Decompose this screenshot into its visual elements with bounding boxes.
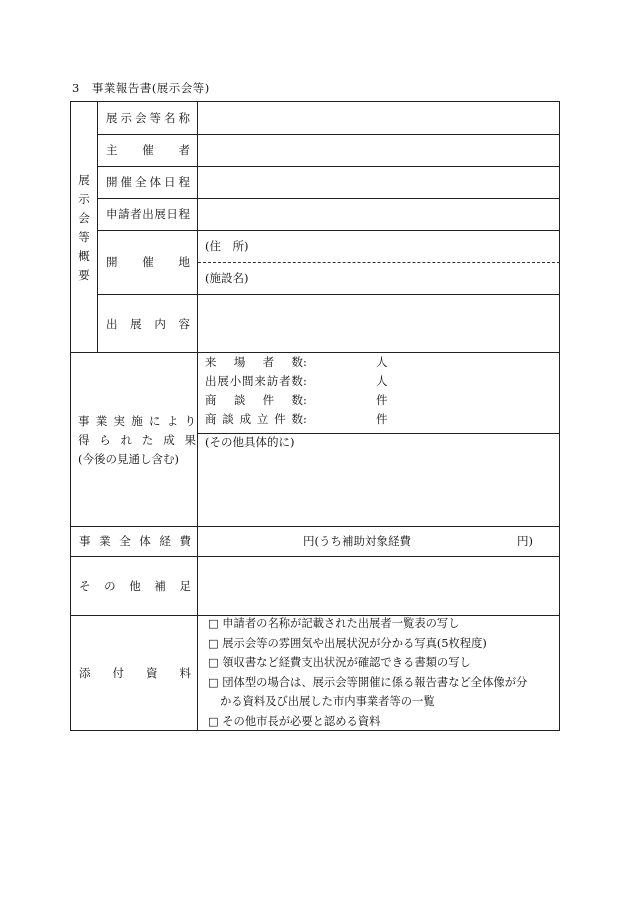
attachment-item: かる資料及び出展した市内事業者等の一覧	[220, 695, 435, 708]
attachment-item: □ 申請者の名称が記載された出展者一覧表の写し	[208, 617, 460, 630]
label-total-expense: 事 業 全 体 経 費	[79, 534, 191, 548]
divider	[97, 102, 98, 353]
label-organizer: 主 催 者	[106, 143, 190, 157]
label-attachments: 添 付 資 料	[79, 666, 191, 680]
divider	[198, 433, 560, 434]
divider	[71, 526, 560, 527]
label-address: (住 所)	[205, 239, 249, 253]
label-overall-schedule: 開 催 全 体 日 程	[106, 175, 190, 189]
divider	[71, 556, 560, 557]
metric-row: 商 談 成 立 件 数 :	[205, 412, 307, 426]
attachment-item: □ その他市長が必要と認める資料	[208, 714, 381, 728]
metric-row: 来 場 者 数 :	[205, 355, 307, 369]
label-results: 事 業 実 施 に よ り 得 ら れ た 成 果 (今後の見通し含む)	[78, 414, 196, 466]
metric-unit: 人	[376, 374, 388, 388]
label-exhibition-name: 展 示 会 等 名 称	[106, 111, 190, 125]
divider	[71, 352, 560, 353]
label-venue: 開 催 地	[106, 255, 190, 269]
page-title: 3 事業報告書(展示会等)	[72, 81, 210, 95]
attachment-item: □ 展示会等の雰囲気や出展状況が分かる写真(5枚程度)	[208, 636, 487, 650]
metric-row: 商 談 件 数 :	[205, 393, 307, 407]
report-form	[70, 101, 560, 731]
divider	[97, 166, 560, 167]
label-other-specifics: (その他具体的に)	[205, 435, 295, 449]
divider	[97, 134, 560, 135]
metric-row: 出 展 小 間 来 訪 者 数 :	[205, 374, 307, 388]
divider	[97, 294, 560, 295]
attachment-item: □ 団体型の場合は、展示会等開催に係る報告書など全体像が分	[208, 675, 528, 689]
divider	[97, 198, 560, 199]
divider	[97, 230, 560, 231]
label-supplement: そ の 他 補 足	[79, 579, 191, 593]
metric-unit: 件	[376, 393, 388, 407]
label-facility: (施設名)	[205, 271, 249, 285]
overview-group-label: 展 示 会 等 概 要	[78, 173, 90, 282]
attachments-list	[208, 614, 527, 731]
label-applicant-schedule: 申 請 者 出 展 日 程	[106, 207, 190, 221]
dashed-divider	[198, 262, 560, 263]
metric-unit: 人	[376, 355, 388, 369]
divider	[197, 102, 198, 731]
expense-yen: 円(うち補助対象経費	[303, 534, 411, 548]
attachment-item: □ 領収書など経費支出状況が確認できる書類の写し	[208, 656, 471, 669]
metric-unit: 件	[376, 412, 388, 426]
expense-yen-end: 円)	[517, 534, 533, 548]
label-exhibit-content: 出 展 内 容	[106, 317, 190, 331]
